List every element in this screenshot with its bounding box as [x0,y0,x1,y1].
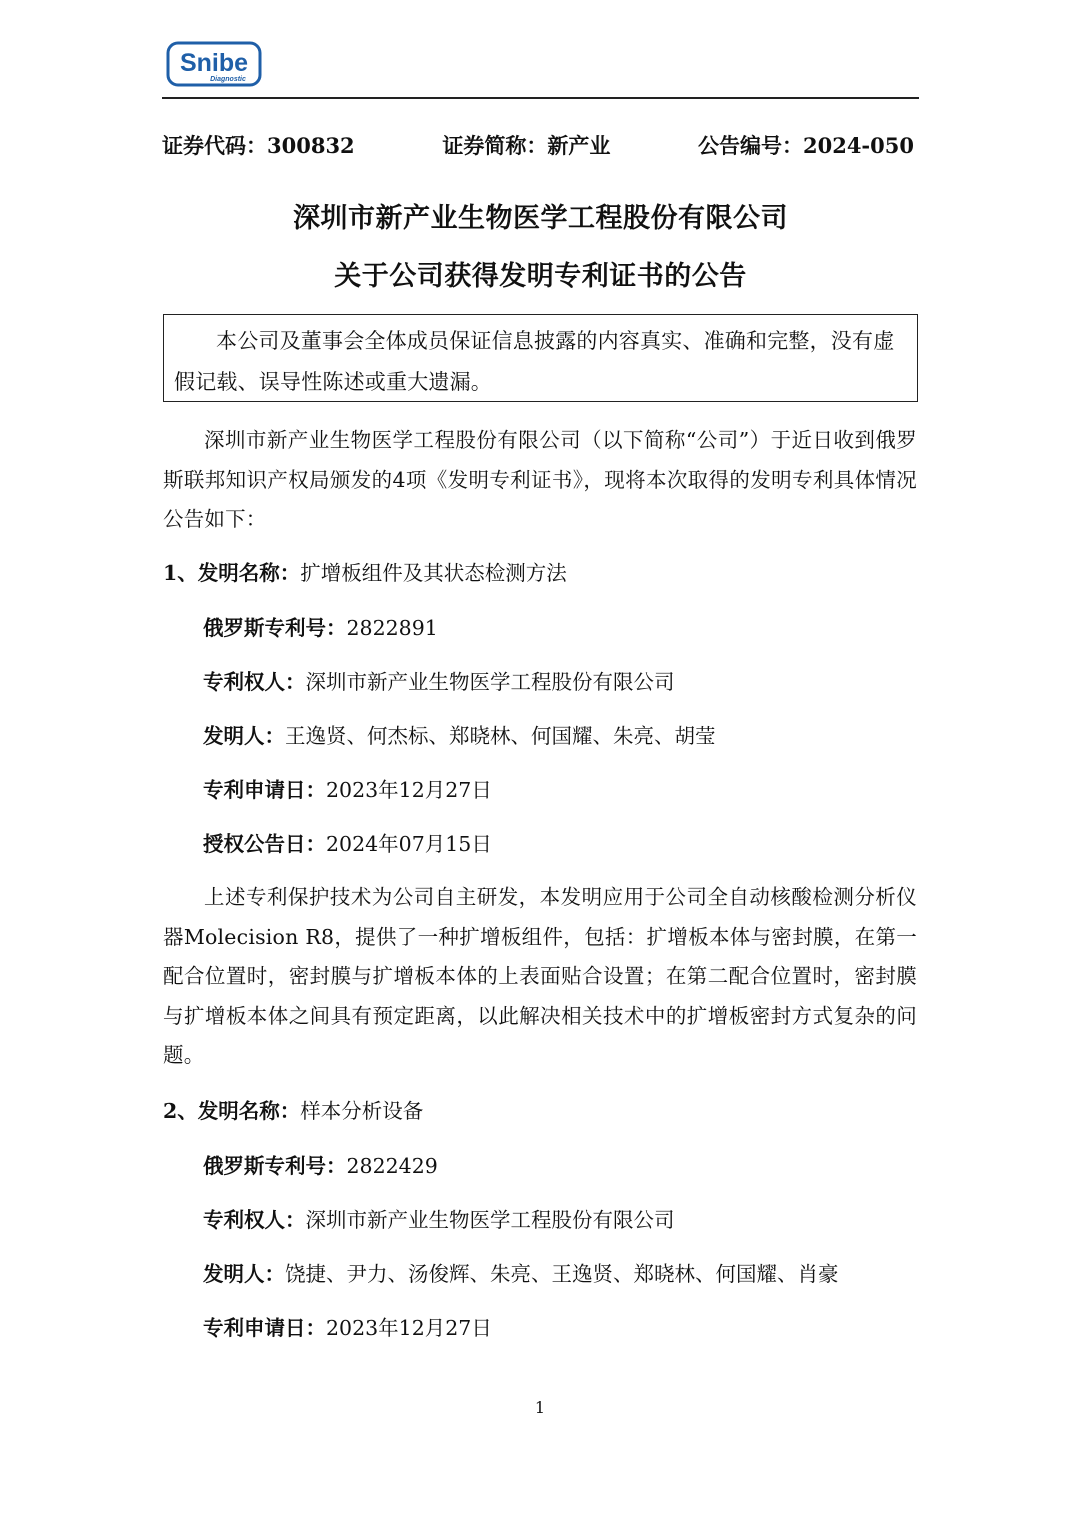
header-divider [162,97,919,99]
patent-2-holder: 深圳市新产业生物医学工程股份有限公司 [305,1208,675,1232]
stock-code: 证券代码：300832 [162,133,355,158]
patent-2-heading [163,1096,423,1126]
patent-2-number-label: 俄罗斯专利号： [203,1154,347,1178]
patent-1-holder-row [203,667,675,697]
page-number: 1 [534,1398,546,1417]
snibe-logo [166,40,262,88]
patent-2-number: 2822429 [346,1154,438,1178]
patent-1-number: 2822891 [346,616,438,640]
announcement-title: 关于公司获得发明专利证书的公告 [334,261,747,292]
patent-1-apply-label: 专利申请日： [203,778,326,802]
patent-1-apply-date-row [203,775,492,805]
patent-1-heading [163,558,567,588]
notice-number: 公告编号：2024-050 [697,133,914,158]
patent-2-name: 样本分析设备 [300,1099,424,1123]
stock-abbreviation: 证券简称：新产业 [442,133,611,158]
patent-1-number-row [203,613,438,643]
patent-2-apply-date: 2023年12月27日 [326,1316,492,1340]
patent-1-heading-label: 1、发明名称： [163,561,301,585]
patent-1-holder-label: 专利权人： [203,670,306,694]
patent-1-inventors-label: 发明人： [203,724,285,748]
company-title: 深圳市新产业生物医学工程股份有限公司 [293,203,788,234]
patent-1-inventors: 王逸贤、何杰标、郑晓林、何国耀、朱亮、胡莹 [285,724,716,748]
patent-1-number-label: 俄罗斯专利号： [203,616,347,640]
patent-2-number-row [203,1151,438,1181]
svg-text:Snibe: Snibe [179,49,249,77]
patent-2-heading-label: 2、发明名称： [163,1099,301,1123]
patent-2-inventors: 饶捷、尹力、汤俊辉、朱亮、王逸贤、郑晓林、何国耀、肖豪 [285,1262,839,1286]
patent-1-grant-date: 2024年07月15日 [326,832,492,856]
patent-2-holder-label: 专利权人： [203,1208,306,1232]
patent-1-name: 扩增板组件及其状态检测方法 [300,561,567,585]
patent-1-apply-date: 2023年12月27日 [326,778,492,802]
patent-2-holder-row [203,1205,675,1235]
document-meta [162,130,914,160]
patent-1-grant-label: 授权公告日： [203,832,326,856]
disclosure-statement-box: 本公司及董事会全体成员保证信息披露的内容真实、准确和完整，没有虚假记载、误导性陈述或重大遗漏。 [163,314,918,402]
intro-paragraph: 深圳市新产业生物医学工程股份有限公司（以下简称“公司”）于近日收到俄罗斯联邦知识产权局颁发的4项《发明专利证书》，现将本次取得的发明专利具体情况公告如下： [163,428,917,531]
patent-2-inventors-label: 发明人： [203,1262,285,1286]
patent-2-inventors-row [203,1259,839,1289]
patent-2-apply-label: 专利申请日： [203,1316,326,1340]
patent-1-holder: 深圳市新产业生物医学工程股份有限公司 [305,670,675,694]
svg-text:Diagnostic: Diagnostic [210,76,246,83]
patent-1-description: 上述专利保护技术为公司自主研发，本发明应用于公司全自动核酸检测分析仪器Molecision R8，提供了一种扩增板组件，包括：扩增板本体与密封膜，在第一配合位置时，密封膜与扩增板本体的上表面贴合设置；在第二配合位置时，密封膜与扩增板本体之间具有预定距离，以此解决相关技术中的扩增板密封方式复杂的问题。 [163,885,917,1067]
patent-2-apply-date-row [203,1313,492,1343]
patent-1-grant-date-row [203,829,492,859]
patent-1-inventors-row [203,721,716,751]
